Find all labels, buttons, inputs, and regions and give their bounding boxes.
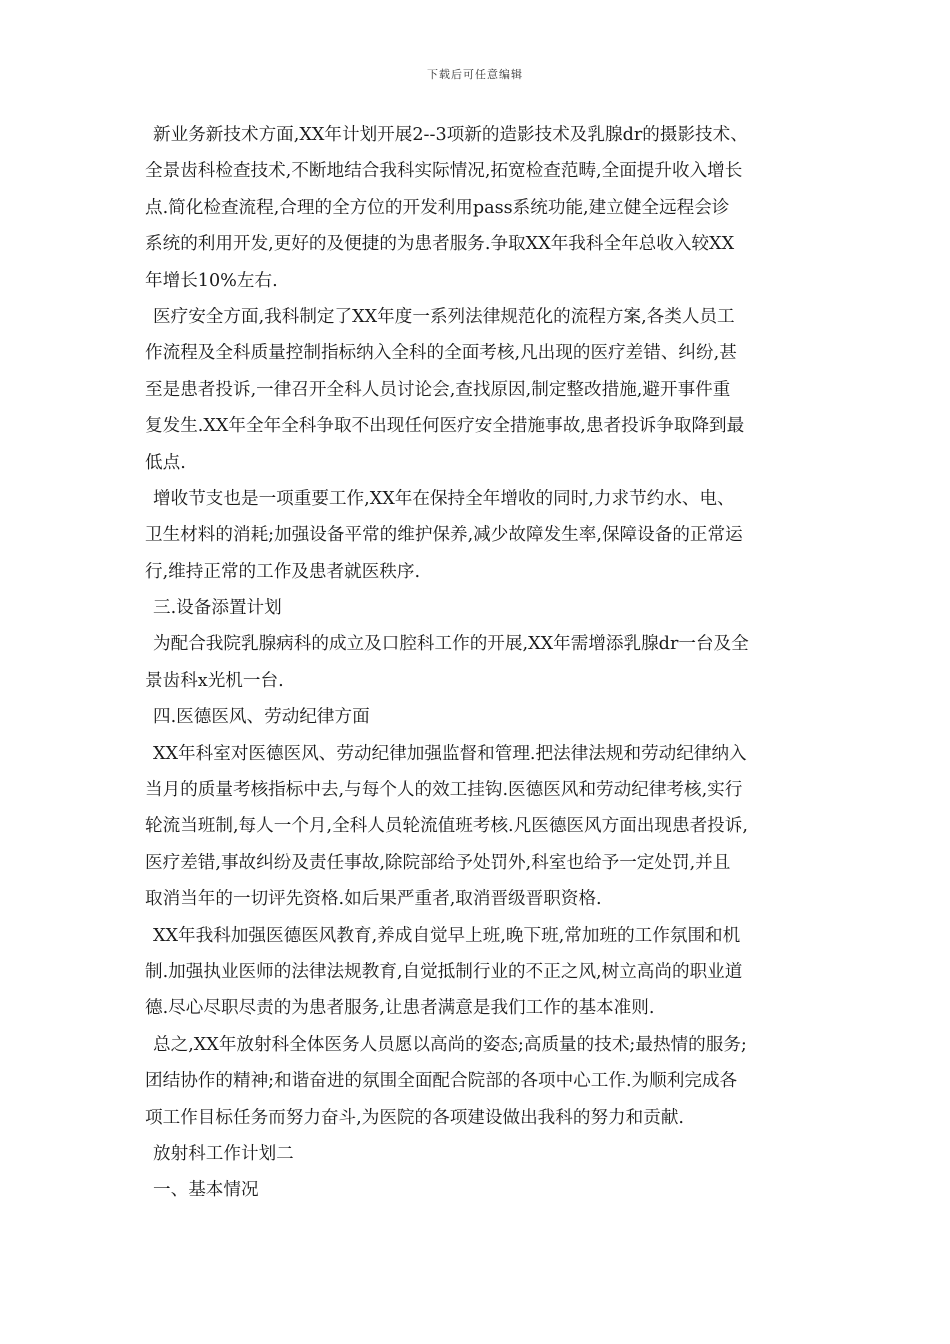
text-line: 卫生材料的消耗;加强设备平常的维护保养,减少故障发生率,保障设备的正常运 [145, 525, 743, 546]
text-line: 总之,XX年放射科全体医务人员愿以高尚的姿态;高质量的技术;最热情的服务; [153, 1034, 747, 1055]
document-body [145, 117, 813, 1209]
text-line: 轮流当班制,每人一个月,全科人员轮流值班考核.凡医德医风方面出现患者投诉, [145, 816, 748, 837]
text-line: 医疗安全方面,我科制定了XX年度一系列法律规范化的流程方案,各类人员工 [153, 306, 735, 327]
text-line: 全景齿科检查技术,不断地结合我科实际情况,拓宽检查范畴,全面提升收入增长 [145, 161, 743, 182]
text-line: 四.医德医风、劳动纪律方面 [153, 707, 370, 728]
text-line: 德.尽心尽职尽责的为患者服务,让患者满意是我们工作的基本准则. [145, 998, 655, 1019]
text-line: 团结协作的精神;和谐奋进的氛围全面配合院部的各项中心工作.为顺利完成各 [145, 1071, 738, 1092]
text-line: 三.设备添置计划 [153, 598, 282, 619]
text-line: 年增长10%左右. [145, 270, 278, 291]
text-line: 放射科工作计划二 [153, 1143, 294, 1164]
text-line: 制.加强执业医师的法律法规教育,自觉抵制行业的不正之风,树立高尚的职业道 [145, 961, 743, 982]
text-line: 一、基本情况 [153, 1180, 259, 1201]
text-line: 取消当年的一切评先资格.如后果严重者,取消晋级晋职资格. [145, 889, 602, 910]
text-line: 景齿科x光机一台. [145, 670, 284, 691]
text-line: 行,维持正常的工作及患者就医秩序. [145, 561, 421, 582]
header-note: 下载后可任意编辑 [427, 68, 523, 81]
text-line: 低点. [145, 452, 186, 473]
text-line: 系统的利用开发,更好的及便捷的为患者服务.争取XX年我科全年总收入较XX [145, 234, 735, 255]
text-line: XX年科室对医德医风、劳动纪律加强监督和管理.把法律法规和劳动纪律纳入 [153, 743, 747, 764]
text-line: 点.简化检查流程,合理的全方位的开发利用pass系统功能,建立健全远程会诊 [145, 197, 730, 218]
text-line: 为配合我院乳腺病科的成立及口腔科工作的开展,XX年需增添乳腺dr一台及全 [153, 634, 749, 655]
text-line: 当月的质量考核指标中去,与每个人的效工挂钩.医德医风和劳动纪律考核,实行 [145, 780, 743, 801]
text-line: 至是患者投诉,一律召开全科人员讨论会,查找原因,制定整改措施,避开事件重 [145, 379, 731, 400]
text-line: 增收节支也是一项重要工作,XX年在保持全年增收的同时,力求节约水、电、 [153, 488, 735, 509]
text-line: 医疗差错,事故纠纷及责任事故,除院部给予处罚外,科室也给予一定处罚,并且 [145, 852, 731, 873]
text-line: XX年我科加强医德医风教育,养成自觉早上班,晚下班,常加班的工作氛围和机 [153, 925, 741, 946]
text-line: 项工作目标任务而努力奋斗,为医院的各项建设做出我科的努力和贡献. [145, 1107, 685, 1128]
text-line: 复发生.XX年全年全科争取不出现任何医疗安全措施事故,患者投诉争取降到最 [145, 416, 745, 437]
text-line: 作流程及全科质量控制指标纳入全科的全面考核,凡出现的医疗差错、纠纷,甚 [145, 343, 737, 364]
text-line: 新业务新技术方面,XX年计划开展2--3项新的造影技术及乳腺dr的摄影技术、 [153, 125, 748, 145]
